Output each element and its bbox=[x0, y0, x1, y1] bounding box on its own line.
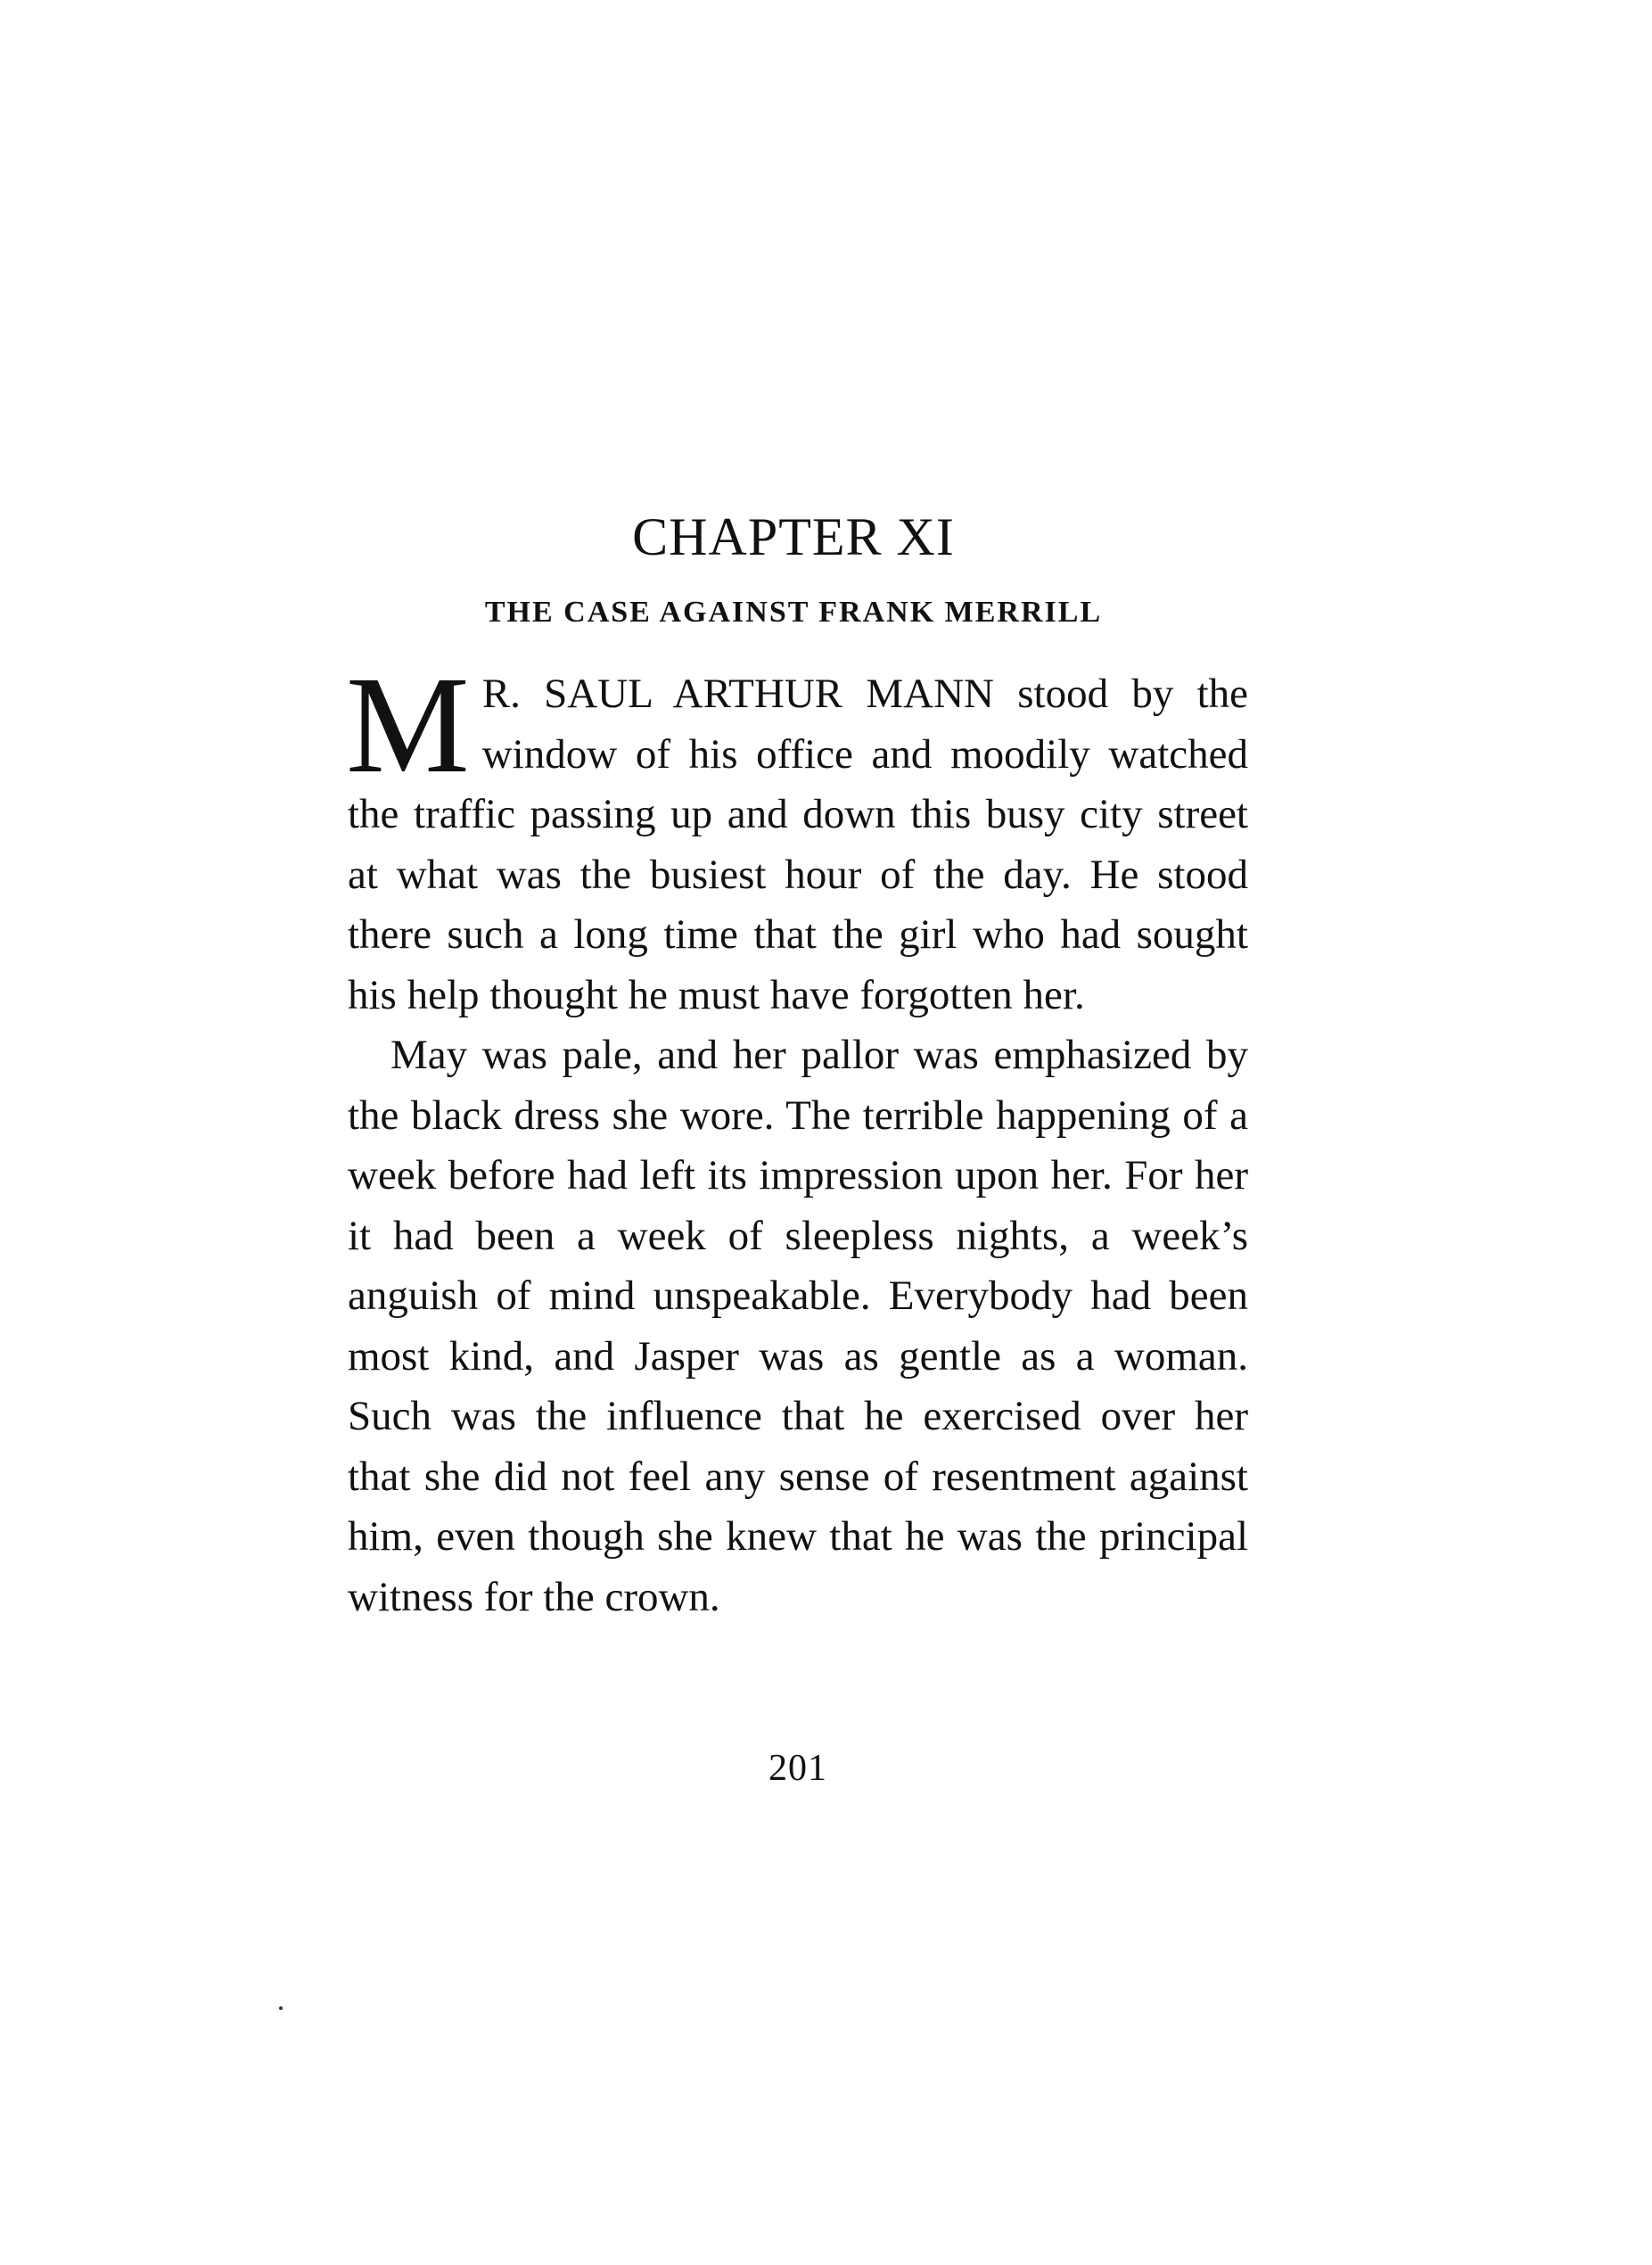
stray-mark bbox=[279, 2006, 283, 2010]
paragraph-2-text: May was pale, and her pallor was emphasized by the black dress she wore. The terrible happening of a week before had left its impression upon her. For her it had been a week of sleepless nights, a week’s anguish of mind unspeakable. Everybody had been most kind, and Jasper was as gentle as a woman. Such was the influence that he exercised over her that she did not feel any sense of resentment against him, even though she knew that he was the principal witness for the crown. bbox=[348, 1032, 1248, 1620]
page-number: 201 bbox=[768, 1748, 827, 1789]
body-text bbox=[346, 647, 1248, 1627]
drop-cap: M bbox=[346, 647, 470, 802]
paragraph-2 bbox=[348, 1025, 1248, 1627]
paragraph-1-text: R. SAUL ARTHUR MANN stood by the window of his office and moodily watched the traffic passing up and down this busy city street at what was the busiest hour of the day. He stood there such a long time that the girl who had sought his help thought he must have forgotten her. bbox=[348, 671, 1248, 1018]
paragraph-1 bbox=[346, 647, 1248, 1025]
chapter-title: CHAPTER XI bbox=[632, 507, 955, 566]
chapter-subtitle: THE CASE AGAINST FRANK MERRILL bbox=[484, 596, 1103, 629]
